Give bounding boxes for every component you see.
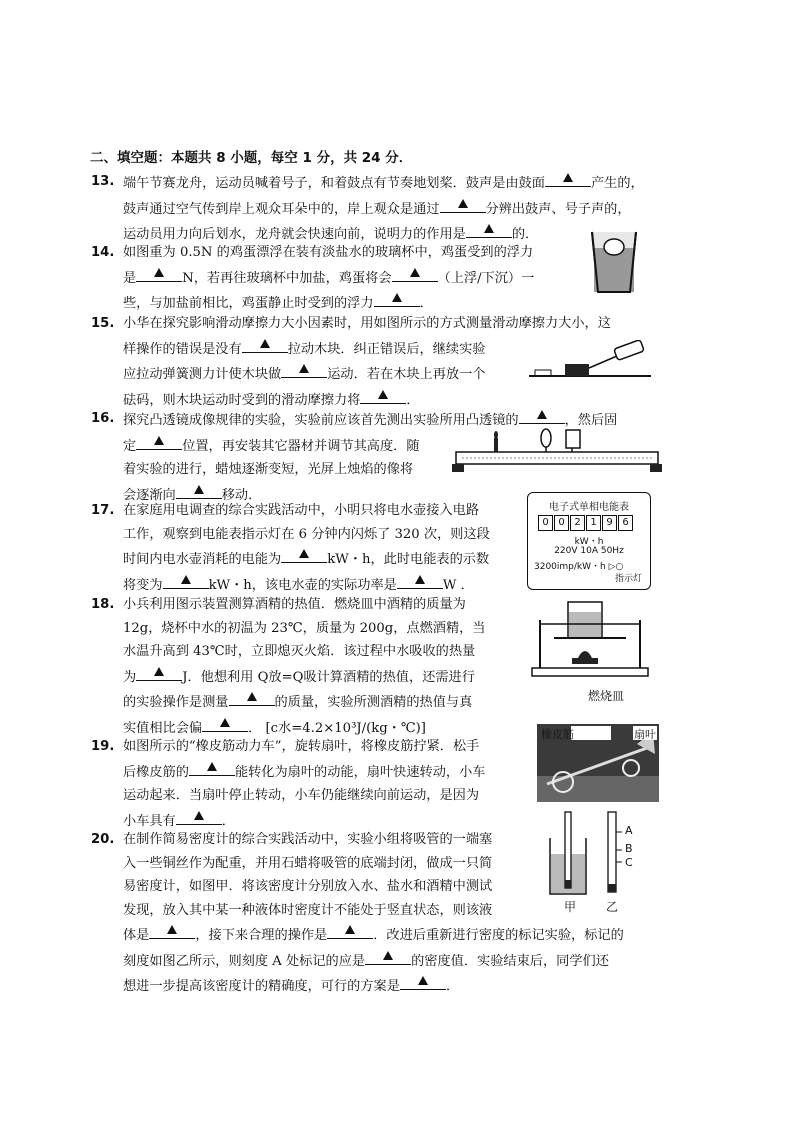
section-title: 二、填空题：本题共 8 小题，每空 1 分，共 24 分． — [90, 150, 413, 166]
triangle-mark-icon — [484, 224, 494, 233]
question-text: 运动起来．当扇叶停止转动，小车仍能继续向前运动，是因为 — [123, 788, 480, 803]
question-text: 定 — [123, 438, 137, 454]
question-text: 工作，观察到电能表指示灯在 6 分钟内闪烁了 320 次，则这段 — [123, 526, 490, 542]
question-20 — [91, 828, 624, 999]
meter-title: 电子式单相电能表 — [549, 502, 629, 513]
meter-digit: 2 — [570, 515, 585, 531]
question-text: 的密度值．实验结束后，同学们还 — [411, 953, 609, 969]
question-text: 小兵利用图示装置测算酒精的热值．燃烧皿中酒精的质量为 — [123, 597, 466, 612]
question-number: 15. — [91, 316, 115, 331]
meter-digit: 0 — [554, 515, 569, 531]
question-18 — [91, 593, 486, 740]
answer-blank[interactable] — [136, 433, 182, 450]
triangle-mark-icon — [181, 575, 191, 584]
triangle-mark-icon — [194, 811, 204, 820]
question-text: 12g，烧杯中水的初温为 23℃，质量为 200g，点燃酒精，当 — [123, 620, 486, 636]
triangle-mark-icon — [345, 925, 355, 934]
mark-a-label: A — [625, 824, 633, 837]
meter-digit: 9 — [602, 515, 617, 531]
question-text: 运动．若在木块上再放一个 — [327, 367, 486, 382]
question-13 — [91, 170, 644, 247]
question-text: 想进一步提高该密度计的精确度，可行的方案是 — [123, 979, 400, 994]
triangle-mark-icon — [537, 410, 547, 419]
question-text: 砝码，则木块运动时受到的滑动摩擦力将 — [123, 392, 361, 408]
question-text: 为 — [123, 669, 137, 685]
question-text: 应拉动弹簧测力计使木块做 — [123, 367, 282, 382]
answer-blank[interactable] — [327, 922, 373, 939]
question-text: 的实验操作是测量 — [123, 695, 229, 710]
optical-bench-figure — [452, 428, 662, 478]
question-number: 17. — [91, 503, 115, 518]
meter-digit: 6 — [618, 515, 633, 531]
answer-blank[interactable] — [365, 948, 411, 965]
question-text: 发现，放入其中某一种液体时密度计不能处于竖直状态，则该液 — [123, 902, 493, 918]
question-line — [95, 899, 624, 923]
question-text: 小华在探究影响滑动摩擦力大小因素时，用如图所示的方式测量滑动摩擦力大小，这 — [123, 316, 611, 331]
triangle-mark-icon — [260, 339, 270, 348]
question-text: 在制作简易密度计的综合实践活动中，实验小组将吸管的一端塞 — [123, 832, 493, 847]
question-line — [95, 922, 624, 948]
answer-blank[interactable] — [374, 290, 420, 307]
question-text: 时间内电水壶消耗的电能为 — [123, 552, 282, 567]
question-14 — [91, 241, 535, 316]
question-text: 运动员用力向后划水，龙舟就会快速向前，说明力的作用是 — [123, 227, 466, 242]
question-number: 13. — [91, 174, 115, 189]
question-text: ． — [445, 979, 460, 994]
triangle-mark-icon — [194, 485, 204, 494]
answer-blank[interactable] — [519, 407, 565, 424]
meter-indicator-label: 指示灯 — [614, 574, 642, 584]
question-text: 易密度计，如图甲．将该密度计分别放入水、盐水和酒精中测试 — [123, 879, 493, 894]
meter-digits — [538, 515, 634, 531]
question-line — [95, 875, 624, 899]
friction-figure — [525, 340, 655, 382]
question-text: 刻度如图乙所示，则刻度 A 处标记的应是 — [123, 953, 366, 969]
question-number: 18. — [91, 597, 115, 612]
triangle-mark-icon — [418, 976, 428, 985]
question-number: 20. — [91, 832, 115, 847]
answer-blank[interactable] — [397, 572, 443, 589]
density-meter-figure — [548, 810, 660, 896]
question-text: kW・h，该电水壶的实际功率是 — [208, 577, 397, 593]
answer-blank[interactable] — [400, 973, 446, 990]
triangle-mark-icon — [299, 364, 309, 373]
triangle-mark-icon — [220, 718, 230, 727]
triangle-mark-icon — [207, 762, 217, 771]
question-text: 样操作的错误是没有 — [123, 341, 242, 357]
answer-blank[interactable] — [202, 715, 248, 732]
question-text: 小车具有 — [123, 813, 176, 829]
question-text: 水温升高到 43℃时，立即熄灭火焰．该过程中水吸收的热量 — [123, 644, 476, 659]
question-text: 的． — [511, 227, 539, 242]
question-line — [95, 759, 486, 785]
question-text: （上浮/下沉）一 — [437, 270, 535, 286]
question-text: ．改进后重新进行密度的标记实验，标记的 — [373, 928, 624, 943]
answer-blank[interactable] — [136, 664, 182, 681]
question-text: 鼓声通过空气传到岸上观众耳朵中的，岸上观众是通过 — [123, 201, 440, 217]
meter-spec-imp: 3200imp/kW・h ▷○ — [534, 562, 624, 572]
question-line — [95, 265, 534, 291]
question-text: N，若再往玻璃杯中加盐，鸡蛋将会 — [182, 270, 392, 286]
question-text: 端午节赛龙舟，运动员喊着号子，和着鼓点有节奏地划桨．鼓声是由鼓面 — [123, 176, 545, 191]
answer-blank[interactable] — [545, 170, 591, 187]
meter-spec-voltage: 220V 10A 50Hz — [554, 546, 624, 556]
question-number: 14. — [91, 245, 115, 260]
question-19 — [91, 735, 486, 833]
fan-label: 扇叶 — [634, 728, 656, 741]
question-text: ． — [221, 813, 235, 829]
triangle-mark-icon — [563, 173, 573, 182]
question-text: 在家庭用电调查的综合实践活动中，小明只将电水壶接入电路 — [123, 503, 480, 518]
answer-blank[interactable] — [281, 361, 327, 378]
triangle-mark-icon — [154, 436, 164, 445]
question-text: kW・h，此时电能表的示数 — [327, 552, 490, 567]
triangle-mark-icon — [458, 199, 468, 208]
triangle-mark-icon — [154, 268, 164, 277]
question-line — [95, 499, 490, 523]
triangle-mark-icon — [383, 951, 393, 960]
answer-blank[interactable] — [176, 808, 222, 825]
question-text: 如图重为 0.5N 的鸡蛋漂浮在装有淡盐水的玻璃杯中，鸡蛋受到的浮力 — [123, 245, 534, 260]
answer-blank[interactable] — [360, 387, 406, 404]
answer-blank[interactable] — [163, 572, 209, 589]
jia-caption: 甲 — [564, 900, 577, 914]
question-text: 拉动木块．纠正错误后，继续实验 — [287, 341, 486, 357]
question-text: 入一些铜丝作为配重，并用石蜡将吸管的底端封闭，做成一只简 — [123, 855, 493, 871]
triangle-mark-icon — [415, 575, 425, 584]
question-line — [95, 617, 486, 641]
question-text: 体是 — [123, 928, 150, 943]
indicator-light-icon: ○ — [615, 562, 624, 572]
mark-b-label: B — [625, 842, 633, 855]
burner-caption: 燃烧皿 — [588, 689, 625, 703]
question-text: 产生的， — [591, 176, 644, 191]
triangle-mark-icon — [167, 925, 177, 934]
egg-glass-figure — [588, 228, 640, 296]
meter-digit: 0 — [538, 515, 553, 531]
meter-digit: 1 — [586, 515, 601, 531]
question-line — [95, 852, 624, 876]
indicator-triangle-icon: ▷ — [608, 562, 616, 572]
question-text: ． [c水=4.2×10³J/(kg・℃)] — [248, 720, 426, 736]
question-text: 是 — [123, 270, 137, 286]
question-line — [95, 546, 490, 572]
burner-apparatus-figure — [530, 598, 650, 680]
answer-blank[interactable] — [466, 221, 512, 238]
answer-blank[interactable] — [242, 336, 288, 353]
question-line — [95, 784, 486, 808]
question-line — [95, 948, 624, 974]
energy-meter — [527, 492, 651, 590]
question-number: 16. — [91, 411, 115, 426]
question-text: 将变为 — [123, 577, 163, 593]
question-line — [95, 689, 486, 715]
question-text: ，接下来合理的操作是 — [195, 928, 328, 943]
question-text: 能转化为扇叶的动能，扇叶快速转动，小车 — [234, 764, 486, 780]
question-line — [95, 973, 624, 999]
question-text: 着实验的进行，蜡烛逐渐变短，光屏上烛焰的像将 — [123, 462, 414, 477]
question-text: 些，与加盐前相比，鸡蛋静止时受到的浮力 — [123, 296, 374, 311]
triangle-mark-icon — [154, 667, 164, 676]
question-number: 19. — [91, 739, 115, 754]
question-text: 位置，再安装其它器材并调节其高度．随 — [182, 438, 420, 454]
triangle-mark-icon — [392, 293, 402, 302]
question-line — [95, 241, 534, 265]
meter-unit: kW・h — [574, 537, 604, 547]
question-text: 移动． — [221, 487, 262, 503]
triangle-mark-icon — [410, 268, 420, 277]
answer-blank[interactable] — [440, 196, 486, 213]
question-line — [95, 312, 611, 336]
answer-blank[interactable] — [176, 482, 222, 499]
question-text: 后橡皮筋的 — [123, 764, 189, 780]
question-line — [95, 523, 490, 547]
question-text: ． — [406, 392, 420, 408]
question-line — [95, 170, 644, 196]
question-line — [95, 196, 644, 222]
yi-caption: 乙 — [606, 900, 619, 914]
question-text: 实值相比会偏 — [123, 720, 203, 736]
question-17 — [91, 499, 490, 597]
answer-blank[interactable] — [189, 759, 235, 776]
question-line — [95, 828, 624, 852]
question-line — [95, 640, 486, 664]
question-line — [95, 593, 486, 617]
question-text: 探究凸透镜成像规律的实验，实验前应该首先测出实验所用凸透镜的 — [123, 413, 519, 428]
question-text: W ． — [442, 577, 474, 593]
question-text: 如图所示的“橡皮筋动力车”，旋转扇叶，将橡皮筋拧紧．松手 — [123, 739, 480, 754]
triangle-mark-icon — [378, 390, 388, 399]
question-line — [95, 664, 486, 690]
question-text: ，然后固 — [564, 413, 618, 428]
question-text: ． — [419, 296, 433, 311]
question-text: 的质量，实验所测酒精的热值与真 — [274, 695, 473, 710]
question-line — [95, 735, 486, 759]
question-text: 会逐渐向 — [123, 487, 176, 503]
mark-c-label: C — [625, 856, 633, 869]
triangle-mark-icon — [247, 692, 257, 701]
band-label: 橡皮筋 — [541, 728, 574, 741]
question-text: 分辨出鼓声、号子声的， — [485, 201, 631, 217]
answer-blank[interactable] — [136, 265, 182, 282]
triangle-mark-icon — [299, 549, 309, 558]
question-text: J．他想利用 Q放=Q吸计算酒精的热值，还需进行 — [182, 669, 475, 685]
answer-blank[interactable] — [281, 546, 327, 563]
answer-blank[interactable] — [149, 922, 195, 939]
answer-blank[interactable] — [229, 689, 275, 706]
answer-blank[interactable] — [392, 265, 438, 282]
